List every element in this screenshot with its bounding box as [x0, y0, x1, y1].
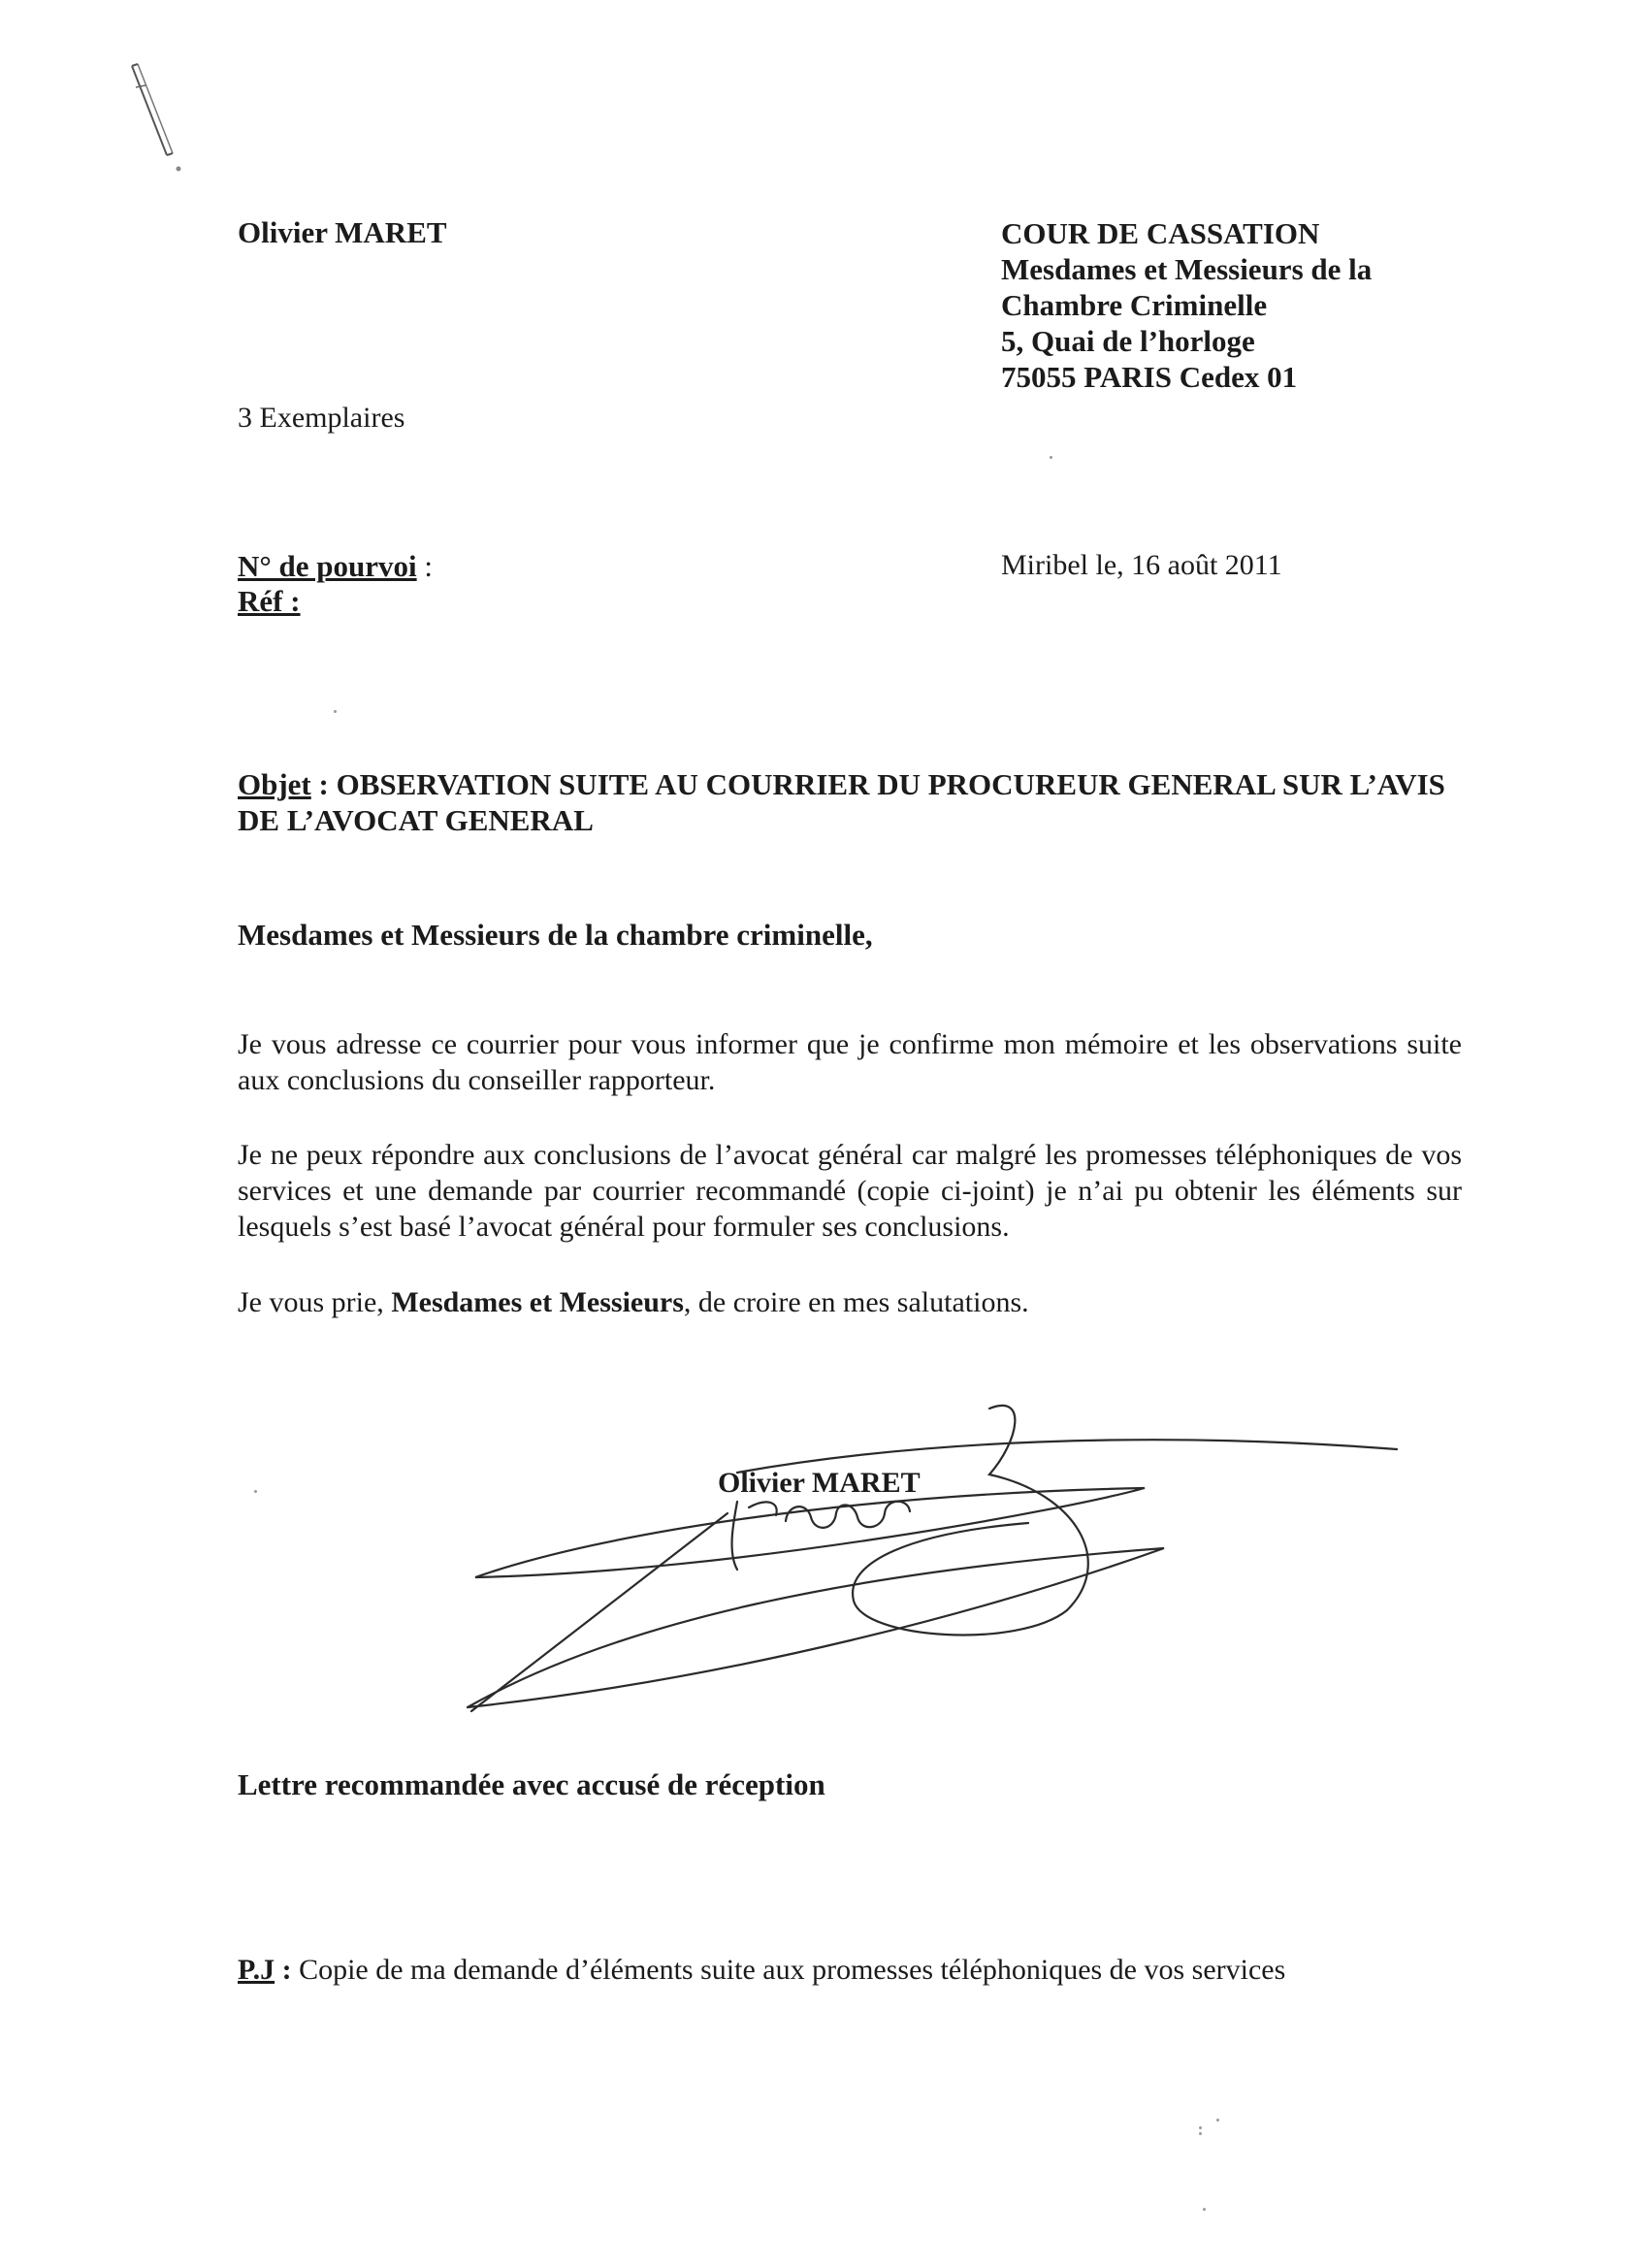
recipient-line: 75055 PARIS Cedex 01	[1001, 360, 1298, 394]
reference-block	[238, 549, 433, 619]
pourvoi-label: N° de pourvoi	[238, 549, 417, 583]
scan-speck	[1216, 2119, 1219, 2122]
ref-label: Réf :	[238, 584, 301, 618]
recipient-line: 5, Quai de l’horloge	[1001, 324, 1255, 358]
closing-end: , de croire en mes salutations.	[683, 1286, 1029, 1318]
closing-start: Je vous prie,	[238, 1286, 392, 1318]
signer-name: Olivier MARET	[718, 1467, 921, 1499]
scan-mark	[124, 60, 192, 186]
scan-speck	[1199, 2132, 1202, 2135]
subject-line	[238, 766, 1470, 838]
recipient-line: Mesdames et Messieurs de la	[1001, 252, 1373, 286]
subject-label: Objet	[238, 767, 311, 801]
registered-mail-note: Lettre recommandée avec accusé de réception	[238, 1767, 825, 1801]
ref-line	[238, 584, 433, 619]
pourvoi-line	[238, 549, 433, 584]
attachment-colon: :	[275, 1954, 292, 1986]
attachment-line	[238, 1954, 1285, 1987]
recipient-line: COUR DE CASSATION	[1001, 216, 1320, 250]
body-paragraph-3	[238, 1284, 1462, 1320]
attachment-label: P.J	[238, 1954, 275, 1986]
scan-speck	[1050, 456, 1052, 459]
scan-speck	[334, 710, 337, 713]
attachment-text: Copie de ma demande d’éléments suite aux promesses téléphoniques de vos services	[291, 1954, 1286, 1986]
pourvoi-colon: :	[424, 549, 434, 583]
copies-note: 3 Exemplaires	[238, 402, 405, 434]
recipient-address	[1001, 215, 1372, 395]
body-paragraph-2: Je ne peux répondre aux conclusions de l’avocat général car malgré les promesses téléphoniques de vos services et une demande par courrier recommandé (copie ci-joint) je n’ai pu obtenir les éléments sur lesquels s’est basé l’avocat général pour formuler ses conclusions.	[238, 1139, 1462, 1243]
scan-speck	[1203, 2208, 1206, 2211]
subject-text: : OBSERVATION SUITE AU COURRIER DU PROCUREUR GENERAL SUR L’AVIS DE L’AVOCAT GENERAL	[238, 767, 1445, 837]
sender-name: Olivier MARET	[238, 215, 447, 249]
salutation: Mesdames et Messieurs de la chambre criminelle,	[238, 918, 873, 952]
letter-date: Miribel le, 16 août 2011	[1001, 549, 1282, 581]
handwritten-signature	[446, 1387, 1416, 1736]
scan-speck	[254, 1490, 257, 1493]
body-paragraph-1: Je vous adresse ce courrier pour vous informer que je confirme mon mémoire et les observations suite aux conclusions du conseiller rapporteur.	[238, 1028, 1462, 1096]
scan-speck	[1199, 2126, 1202, 2129]
closing-bold: Mesdames et Messieurs	[391, 1286, 684, 1318]
recipient-line: Chambre Criminelle	[1001, 288, 1268, 322]
